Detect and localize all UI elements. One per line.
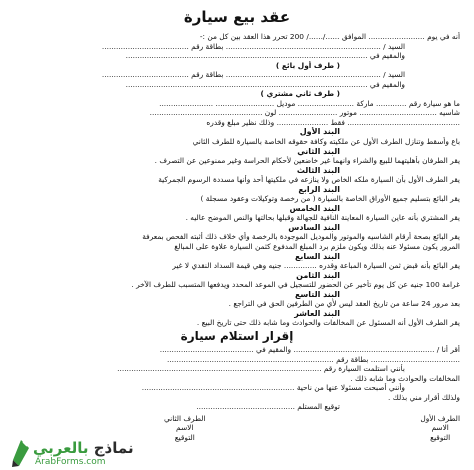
text-line: يقر الطرفان بأهليتهما للبيع والشراء وانهما غير خاضعين لأحكام الحراسة وغير ممنوعين عن التصرف . <box>154 156 460 166</box>
text-line: السيد / .................................................................. بطاقة رقم ..................................... <box>101 41 405 51</box>
logo-texts <box>33 439 134 468</box>
text-line: أنه في يوم ........................ الموافق ....../....../ 200 تحرر هذا العقد بين كل من :- <box>199 32 460 41</box>
text-line: ...................................... بطاقة رقم ....................................................................... <box>166 354 460 364</box>
text-line: يقر البائع بأنه قبض ثمن السيارة المباعة وقدره .............. جنيه وهي قيمة السداد النقدي لا غير <box>172 261 460 271</box>
clause-heading: البند الرابع <box>298 184 340 194</box>
document-title: عقد بيع سيارة <box>183 8 291 26</box>
clause-heading: البند الأول <box>299 127 340 137</box>
text-line: ما هو سيارة رقم ............. ماركة ........................ موديل ......................... ....................... <box>159 98 460 108</box>
text-line: بعد مرور 24 ساعة من تاريخ العقد ليس لأي من الطرفين الحق في التراجع . <box>228 299 460 309</box>
second-party-sign: التوقيع <box>174 432 195 442</box>
second-party-signature <box>164 414 205 443</box>
receipt-body <box>14 345 460 412</box>
text-line: ( طرف ثاني مشتري ) <box>260 89 340 99</box>
second-party-label: الطرف الثاني <box>164 413 206 423</box>
logo-arabic-part2: بالعربي <box>33 438 89 457</box>
text-line: باع وأسقط وتنازل الطرف الأول عن ملكيته وكافة حقوقه الخاصة بالسيارة للطرف الثاني <box>192 137 460 147</box>
text-line: ولذلك أقرار مني بذلك . <box>388 392 460 402</box>
contract-body <box>14 32 460 328</box>
receipt-title: إقرار استلام سيارة <box>180 328 294 343</box>
text-line: المرور يكون مسئولا عنه بذلك ويكون ملزم برد المبلغ المدفوع كثمن السيارة علاوة على المبالغ <box>174 242 460 252</box>
text-line: يقر البائع بتسليم جميع الأوراق الخاصة بالسيارة ( من رخصة وتوكيلات وعقود مسجلة ) <box>200 194 460 204</box>
clause-heading: البند الثالث <box>296 165 340 175</box>
text-line: غرامة 100 جنيه عن كل يوم تأخير عن الحضور للتسجيل في الموعد المحدد ويدفعها المتسبب للطرف الآخر . <box>131 280 460 290</box>
text-line: يقر المشتري بأنه عاين السيارة المعاينة النافية للجهالة وقبلها بحالتها والنص الموضح عاليه . <box>185 213 460 223</box>
arabforms-logo <box>6 438 134 468</box>
text-line: ( طرف أول بائع ) <box>275 60 340 70</box>
clause-heading: البند الثامن <box>296 270 340 280</box>
first-party-name: الاسم <box>431 423 449 433</box>
text-line: وأنني أصبحت مسئولا عنها من ناحية ................................................................. <box>141 383 405 393</box>
logo-arabic <box>33 439 134 457</box>
text-line: يقر البائع بصحة أرقام الشاسيه والموتور والموديل الموجودة بالرخصة وأي خلاف ذلك أثبته الفحص بمعرفة <box>142 232 460 242</box>
pencil-logo-icon <box>9 438 33 468</box>
clause-heading: البند السادس <box>288 222 340 232</box>
text-line: يقر الطرف الأول بأن السيارة ملكه الخاص ولا ينازعه في ملكيتها أحد وأنها مسددة الرسوم الجمركية <box>158 175 460 185</box>
text-line: شاسيه ................................. موتور ......................... لون ................................................ <box>149 108 460 118</box>
text-line: ................................................ فقط ...................... وذلك نظير مبلغ وقدره <box>206 117 460 127</box>
clause-heading: البند الثاني <box>297 146 340 156</box>
first-party-label: الطرف الأول <box>420 413 460 423</box>
text-line: والمقيم في ....................................................................................................... <box>125 51 405 61</box>
text-line: المخالفات والحوادث وما شابه ذلك . <box>350 373 460 383</box>
clause-heading: البند الخامس <box>289 203 340 213</box>
text-line: توقيع المستلم .......................................... <box>196 402 340 412</box>
logo-english: ArabForms.com <box>35 456 106 467</box>
text-line: بأنني استلمت السيارة رقم ....................................................................................... <box>117 364 405 374</box>
clause-heading: البند العاشر <box>294 308 340 318</box>
text-line: يقر الطرف الأول أنه المسئول عن المخالفات والحوادث وما شابه ذلك حتى تاريخ البيع . <box>196 318 460 328</box>
text-line: السيد / .................................................................. بطاقة رقم ..................................... <box>101 70 405 80</box>
clause-heading: البند التاسع <box>294 289 340 299</box>
text-line: والمقيم في ....................................................................................................... <box>125 79 405 89</box>
first-party-signature <box>420 414 460 443</box>
logo-arabic-part1: نماذج <box>93 438 134 457</box>
clause-heading: البند السابع <box>294 251 340 261</box>
second-party-name: الاسم <box>176 423 194 433</box>
text-line: أقر أنا / ............................................................ والمقيم في ........................................ <box>159 344 460 354</box>
first-party-sign: التوقيع <box>430 432 451 442</box>
